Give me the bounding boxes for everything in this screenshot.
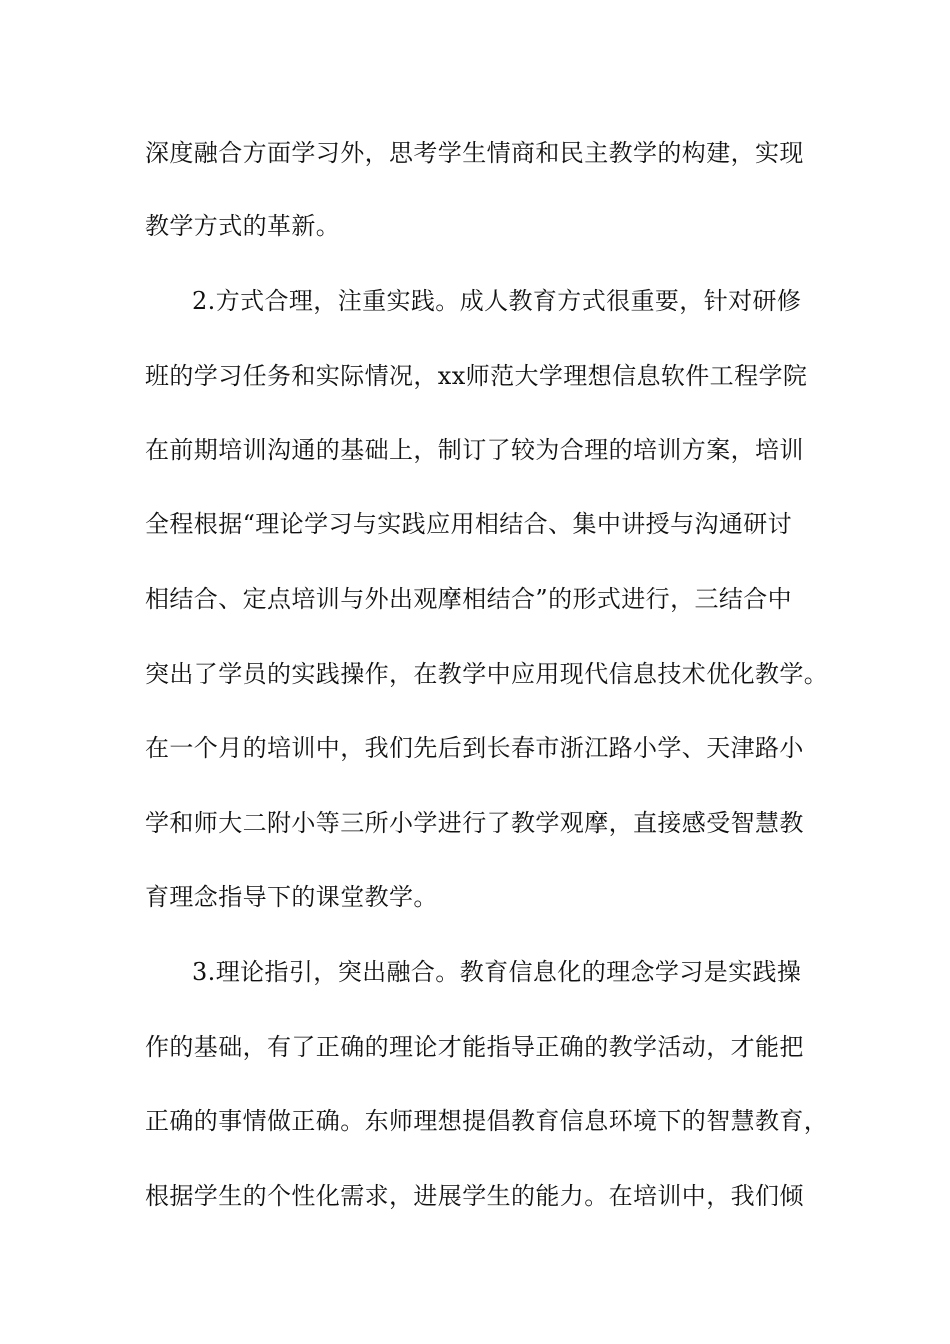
paragraph-start-line: 3.理论指引，突出融合。教育信息化的理念学习是实践操	[192, 958, 802, 986]
text-line: 正确的事情做正确。东师理想提倡教育信息环境下的智慧教育，	[145, 1107, 829, 1135]
text-line: 根据学生的个性化需求，进展学生的能力。在培训中，我们倾	[145, 1182, 804, 1210]
text-line: 育理念指导下的课堂教学。	[145, 883, 438, 911]
text-line: 班的学习任务和实际情况，xx师范大学理想信息软件工程学院	[145, 362, 808, 390]
text-line: 相结合、定点培训与外出观摩相结合”的形式进行，三结合中	[145, 585, 793, 613]
text-line: 作的基础，有了正确的理论才能指导正确的教学活动，才能把	[145, 1033, 804, 1061]
text-line: 全程根据“理论学习与实践应用相结合、集中讲授与沟通研讨	[145, 510, 793, 538]
text-line: 教学方式的革新。	[145, 212, 341, 240]
text-line: 在前期培训沟通的基础上，制订了较为合理的培训方案，培训	[145, 436, 804, 464]
text-line: 突出了学员的实践操作，在教学中应用现代信息技术优化教学。	[145, 660, 829, 688]
paragraph-start-line: 2.方式合理，注重实践。成人教育方式很重要，针对研修	[192, 287, 802, 315]
text-line: 学和师大二附小等三所小学进行了教学观摩，直接感受智慧教	[145, 809, 804, 837]
text-line: 深度融合方面学习外，思考学生情商和民主教学的构建，实现	[145, 139, 804, 167]
text-line: 在一个月的培训中，我们先后到长春市浙江路小学、天津路小	[145, 734, 804, 762]
